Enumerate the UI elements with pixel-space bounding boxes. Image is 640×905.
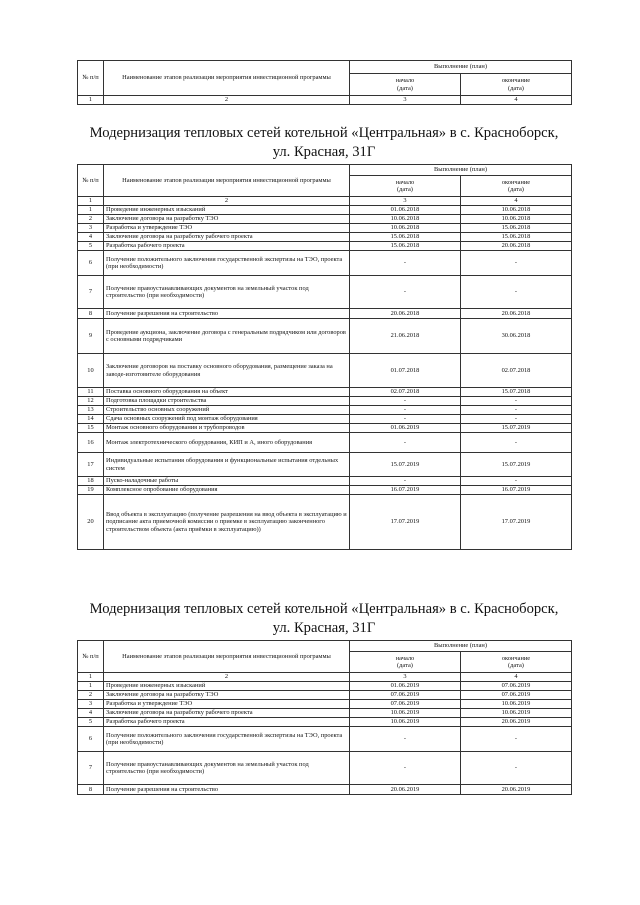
col-num-1: 1 — [78, 96, 104, 105]
table-row — [78, 251, 572, 276]
end-date: 07.06.2019 — [461, 691, 572, 700]
start-date: - — [350, 433, 461, 453]
end-date: 20.06.2019 — [461, 785, 572, 795]
end-date: - — [461, 397, 572, 406]
start-label: начало — [395, 654, 415, 662]
start-date: - — [350, 276, 461, 309]
stage-name: Заключение договора на разработку ТЭО — [104, 215, 350, 224]
col-header-name: Наименование этапов реализации мероприятия инвестиционной программы — [104, 165, 350, 197]
stage-name: Заключение договора на разработку рабочего проекта — [104, 233, 350, 242]
end-date: - — [461, 433, 572, 453]
stage-name: Заключение договора на разработку ТЭО — [104, 691, 350, 700]
stage-name: Сдача основных сооружений под монтаж оборудования — [104, 415, 350, 424]
row-num: 2 — [78, 215, 104, 224]
start-date: - — [350, 727, 461, 752]
end-date: 15.06.2018 — [461, 224, 572, 233]
end-date: 10.06.2018 — [461, 206, 572, 215]
stage-name: Монтаж основного оборудования и трубопроводов — [104, 424, 350, 433]
row-num: 6 — [78, 251, 104, 276]
start-date: 15.06.2018 — [350, 233, 461, 242]
stage-name: Пуско-наладочные работы — [104, 477, 350, 486]
row-num: 8 — [78, 309, 104, 319]
row-num: 8 — [78, 785, 104, 795]
section-title-line2: ул. Красная, 31Г — [272, 620, 376, 636]
stage-name: Получение положительного заключения государственной экспертизы на ТЭО, проекта (при необходимости) — [104, 251, 350, 276]
table-row — [78, 224, 572, 233]
table-row — [78, 319, 572, 354]
col-num-1: 1 — [78, 673, 104, 682]
stage-name: Подготовка площадки строительства — [104, 397, 350, 406]
end-date: 20.06.2018 — [461, 309, 572, 319]
stage-name: Разработка и утверждение ТЭО — [104, 224, 350, 233]
col-header-num: № п/п — [78, 641, 104, 673]
table-row — [78, 700, 572, 709]
date-label: (дата) — [508, 186, 524, 193]
stage-name: Разработка рабочего проекта — [104, 718, 350, 727]
stage-name: Заключение договора на разработку рабочего проекта — [104, 709, 350, 718]
row-num: 2 — [78, 691, 104, 700]
col-header-num: № п/п — [78, 165, 104, 197]
end-date: 20.06.2019 — [461, 718, 572, 727]
start-label: начало — [395, 77, 415, 85]
end-date: 15.07.2019 — [461, 453, 572, 477]
row-num: 14 — [78, 415, 104, 424]
date-label: (дата) — [508, 84, 524, 92]
table-row — [78, 709, 572, 718]
row-num: 11 — [78, 388, 104, 397]
date-label: (дата) — [397, 84, 413, 92]
row-num: 4 — [78, 709, 104, 718]
start-date: 01.06.2019 — [350, 682, 461, 691]
stage-name: Проведение аукциона, заключение договора с генеральным подрядчиком или договоров с основными подрядчиками — [104, 319, 350, 354]
col-num-4: 4 — [461, 673, 572, 682]
start-date: 10.06.2018 — [350, 224, 461, 233]
start-date: 07.06.2019 — [350, 691, 461, 700]
col-header-start — [350, 176, 461, 197]
col-header-start — [350, 74, 461, 96]
table-row — [78, 242, 572, 251]
section-2-title — [77, 124, 571, 162]
stage-name: Получение разрешения на строительство — [104, 309, 350, 319]
start-date: 10.06.2019 — [350, 709, 461, 718]
section-3-title — [77, 600, 571, 638]
table-row — [78, 206, 572, 215]
table-row — [78, 276, 572, 309]
row-num: 7 — [78, 752, 104, 785]
end-date: - — [461, 415, 572, 424]
end-date: - — [461, 752, 572, 785]
end-date: 15.06.2018 — [461, 233, 572, 242]
start-date: - — [350, 251, 461, 276]
table-row — [78, 691, 572, 700]
table-row — [78, 718, 572, 727]
table-row — [78, 752, 572, 785]
stage-name: Получение разрешения на строительство — [104, 785, 350, 795]
row-num: 19 — [78, 486, 104, 495]
row-num: 17 — [78, 453, 104, 477]
end-date: 16.07.2019 — [461, 486, 572, 495]
start-date: - — [350, 406, 461, 415]
date-label: (дата) — [508, 662, 524, 669]
col-header-execution: Выполнение (план) — [350, 61, 572, 74]
table-row — [78, 215, 572, 224]
start-date: 02.07.2018 — [350, 388, 461, 397]
row-num: 7 — [78, 276, 104, 309]
col-num-2: 2 — [104, 96, 350, 105]
table-row — [78, 477, 572, 486]
end-date: 20.06.2018 — [461, 242, 572, 251]
end-date: 10.06.2019 — [461, 709, 572, 718]
stage-name: Поставка основного оборудования на объект — [104, 388, 350, 397]
start-date: - — [350, 415, 461, 424]
col-num-3: 3 — [350, 673, 461, 682]
col-header-name: Наименование этапов реализации мероприятия инвестиционной программы — [104, 61, 350, 96]
date-label: (дата) — [397, 662, 413, 669]
table-row — [78, 433, 572, 453]
row-num: 9 — [78, 319, 104, 354]
end-label: окончание — [501, 654, 531, 662]
header-only-table — [77, 60, 572, 105]
col-header-name: Наименование этапов реализации мероприятия инвестиционной программы — [104, 641, 350, 673]
start-date: - — [350, 477, 461, 486]
table-row — [78, 495, 572, 550]
row-num: 1 — [78, 682, 104, 691]
section-title-line2: ул. Красная, 31Г — [272, 144, 376, 160]
col-header-num: № п/п — [78, 61, 104, 96]
col-num-4: 4 — [461, 197, 572, 206]
col-num-3: 3 — [350, 197, 461, 206]
col-num-1: 1 — [78, 197, 104, 206]
end-date: 10.06.2018 — [461, 215, 572, 224]
end-date: - — [461, 406, 572, 415]
end-date: 02.07.2018 — [461, 354, 572, 388]
row-num: 1 — [78, 206, 104, 215]
stage-name: Ввод объекта в эксплуатацию (получение разрешения на ввод объекта в эксплуатацию и подписание акта приемочной комиссии о приемке в эксплуатацию законченного строительством объекта (акта приёмки в эксплуатацию)) — [104, 495, 350, 550]
start-date: 16.07.2019 — [350, 486, 461, 495]
col-header-execution: Выполнение (план) — [350, 165, 572, 176]
end-date: - — [461, 477, 572, 486]
start-date: 10.06.2018 — [350, 215, 461, 224]
table-row — [78, 486, 572, 495]
table-row — [78, 785, 572, 795]
row-num: 13 — [78, 406, 104, 415]
col-header-end — [461, 652, 572, 673]
end-date: 07.06.2019 — [461, 682, 572, 691]
table-row — [78, 415, 572, 424]
start-date: - — [350, 752, 461, 785]
table-row — [78, 682, 572, 691]
start-date: 20.06.2019 — [350, 785, 461, 795]
start-date: 01.06.2018 — [350, 206, 461, 215]
start-label: начало — [395, 178, 415, 186]
start-date: 01.07.2018 — [350, 354, 461, 388]
row-num: 5 — [78, 718, 104, 727]
end-date: 10.06.2019 — [461, 700, 572, 709]
row-num: 6 — [78, 727, 104, 752]
col-num-4: 4 — [461, 96, 572, 105]
table-row — [78, 406, 572, 415]
stage-name: Заключение договоров на поставку основного оборудования, размещение заказа на заводе-изготовителе оборудования — [104, 354, 350, 388]
col-num-3: 3 — [350, 96, 461, 105]
row-num: 4 — [78, 233, 104, 242]
stage-name: Получение правоустанавливающих документов на земельный участок под строительство (при необходимости) — [104, 276, 350, 309]
start-date: 15.07.2019 — [350, 453, 461, 477]
table-row — [78, 424, 572, 433]
row-num: 18 — [78, 477, 104, 486]
stage-name: Индивидуальные испытания оборудования и функциональные испытания отдельных систем — [104, 453, 350, 477]
start-date: - — [350, 397, 461, 406]
col-header-start — [350, 652, 461, 673]
row-num: 5 — [78, 242, 104, 251]
schedule-table-2019 — [77, 640, 572, 795]
table-row — [78, 453, 572, 477]
stage-name: Разработка и утверждение ТЭО — [104, 700, 350, 709]
col-header-end — [461, 74, 572, 96]
stage-name: Строительство основных сооружений — [104, 406, 350, 415]
end-label: окончание — [501, 178, 531, 186]
col-num-2: 2 — [104, 673, 350, 682]
start-date: 20.06.2018 — [350, 309, 461, 319]
table-row — [78, 397, 572, 406]
start-date: 01.06.2019 — [350, 424, 461, 433]
end-label: окончание — [501, 77, 531, 85]
end-date: 15.07.2019 — [461, 424, 572, 433]
section-title-line1: Модернизация тепловых сетей котельной «Центральная» в с. Красноборск, — [89, 125, 559, 141]
end-date: 17.07.2019 — [461, 495, 572, 550]
start-date: 15.06.2018 — [350, 242, 461, 251]
row-num: 3 — [78, 224, 104, 233]
table-row — [78, 727, 572, 752]
date-label: (дата) — [397, 186, 413, 193]
table-row — [78, 233, 572, 242]
stage-name: Комплексное опробование оборудования — [104, 486, 350, 495]
col-num-2: 2 — [104, 197, 350, 206]
end-date: - — [461, 251, 572, 276]
end-date: 15.07.2018 — [461, 388, 572, 397]
stage-name: Получение правоустанавливающих документов на земельный участок под строительство (при необходимости) — [104, 752, 350, 785]
stage-name: Проведение инженерных изысканий — [104, 206, 350, 215]
end-date: - — [461, 727, 572, 752]
table-row — [78, 309, 572, 319]
start-date: 10.06.2019 — [350, 718, 461, 727]
stage-name: Разработка рабочего проекта — [104, 242, 350, 251]
col-header-execution: Выполнение (план) — [350, 641, 572, 652]
row-num: 10 — [78, 354, 104, 388]
start-date: 17.07.2019 — [350, 495, 461, 550]
stage-name: Получение положительного заключения государственной экспертизы на ТЭО, проекта (при необходимости) — [104, 727, 350, 752]
start-date: 21.06.2018 — [350, 319, 461, 354]
table-row — [78, 388, 572, 397]
row-num: 15 — [78, 424, 104, 433]
col-header-end — [461, 176, 572, 197]
row-num: 20 — [78, 495, 104, 550]
row-num: 12 — [78, 397, 104, 406]
end-date: 30.06.2018 — [461, 319, 572, 354]
start-date: 07.06.2019 — [350, 700, 461, 709]
stage-name: Монтаж электротехнического оборудования, КИП и А, иного оборудования — [104, 433, 350, 453]
stage-name: Проведение инженерных изысканий — [104, 682, 350, 691]
row-num: 16 — [78, 433, 104, 453]
table-row — [78, 354, 572, 388]
schedule-table-2018 — [77, 164, 572, 550]
end-date: - — [461, 276, 572, 309]
section-title-line1: Модернизация тепловых сетей котельной «Центральная» в с. Красноборск, — [89, 601, 559, 617]
row-num: 3 — [78, 700, 104, 709]
